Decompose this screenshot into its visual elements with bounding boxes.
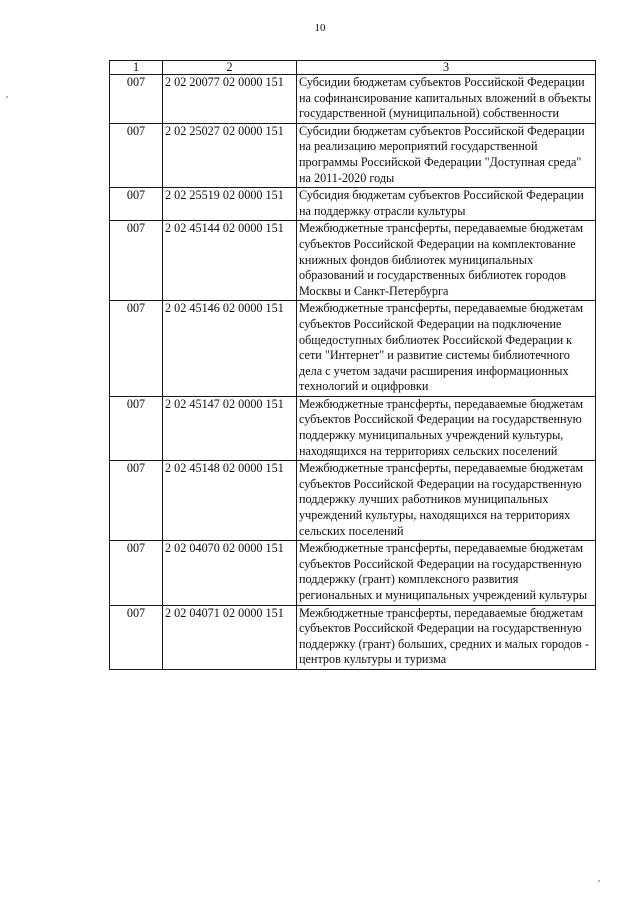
income-code-cell: 2 02 25027 02 0000 151 [163,123,297,187]
admin-code-cell: 007 [110,301,163,397]
income-name-cell: Межбюджетные трансферты, передаваемые бюджетам субъектов Российской Федерации на государственную поддержку (грант) комплексного развития региональных и муниципальных учреждений культуры [297,541,596,605]
income-code-cell: 2 02 04070 02 0000 151 [163,541,297,605]
income-code-cell: 2 02 45148 02 0000 151 [163,461,297,541]
income-code-cell: 2 02 45146 02 0000 151 [163,301,297,397]
income-name-cell: Субсидия бюджетам субъектов Российской Федерации на поддержку отрасли культуры [297,188,596,221]
income-code-cell: 2 02 04071 02 0000 151 [163,605,297,669]
column-header-1: 1 [110,61,163,75]
admin-code-cell: 007 [110,605,163,669]
admin-code-cell: 007 [110,75,163,124]
income-code-cell: 2 02 20077 02 0000 151 [163,75,297,124]
column-header-3: 3 [297,61,596,75]
income-name-cell: Межбюджетные трансферты, передаваемые бюджетам субъектов Российской Федерации на государственную поддержку лучших работников муниципальных учреждений культуры, находящихся на территориях сельских поселений [297,461,596,541]
scan-speck [6,96,8,98]
admin-code-cell: 007 [110,461,163,541]
table-row [110,221,596,301]
admin-code-cell: 007 [110,123,163,187]
table-row [110,461,596,541]
table-row [110,396,596,460]
income-code-cell: 2 02 45147 02 0000 151 [163,396,297,460]
table-row [110,541,596,605]
budget-classification-table [109,60,596,670]
income-name-cell: Межбюджетные трансферты, передаваемые бюджетам субъектов Российской Федерации на государственную поддержку муниципальных учреждений культуры, находящихся на территориях сельских поселений [297,396,596,460]
scan-speck [598,880,600,882]
admin-code-cell: 007 [110,221,163,301]
admin-code-cell: 007 [110,541,163,605]
income-name-cell: Межбюджетные трансферты, передаваемые бюджетам субъектов Российской Федерации на подключение общедоступных библиотек Российской Федерации к сети "Интернет" и развитие системы библиотечного дела с учетом задачи расширения информационных технологий и оцифровки [297,301,596,397]
income-name-cell: Субсидии бюджетам субъектов Российской Федерации на реализацию мероприятий государственной программы Российской Федерации "Доступная среда" на 2011-2020 годы [297,123,596,187]
income-name-cell: Субсидии бюджетам субъектов Российской Федерации на софинансирование капитальных вложений в объекты государственной (муниципальной) собственности [297,75,596,124]
table-row [110,75,596,124]
table-header-row [110,61,596,75]
column-header-2: 2 [163,61,297,75]
admin-code-cell: 007 [110,188,163,221]
table-row [110,301,596,397]
admin-code-cell: 007 [110,396,163,460]
table-row [110,605,596,669]
page-number: 10 [314,22,326,34]
income-name-cell: Межбюджетные трансферты, передаваемые бюджетам субъектов Российской Федерации на комплектование книжных фондов библиотек муниципальных образований и государственных библиотек городов Москвы и Санкт-Петербурга [297,221,596,301]
table-row [110,188,596,221]
income-code-cell: 2 02 45144 02 0000 151 [163,221,297,301]
income-code-cell: 2 02 25519 02 0000 151 [163,188,297,221]
income-name-cell: Межбюджетные трансферты, передаваемые бюджетам субъектов Российской Федерации на государственную поддержку (грант) больших, средних и малых городов - центров культуры и туризма [297,605,596,669]
table-row [110,123,596,187]
